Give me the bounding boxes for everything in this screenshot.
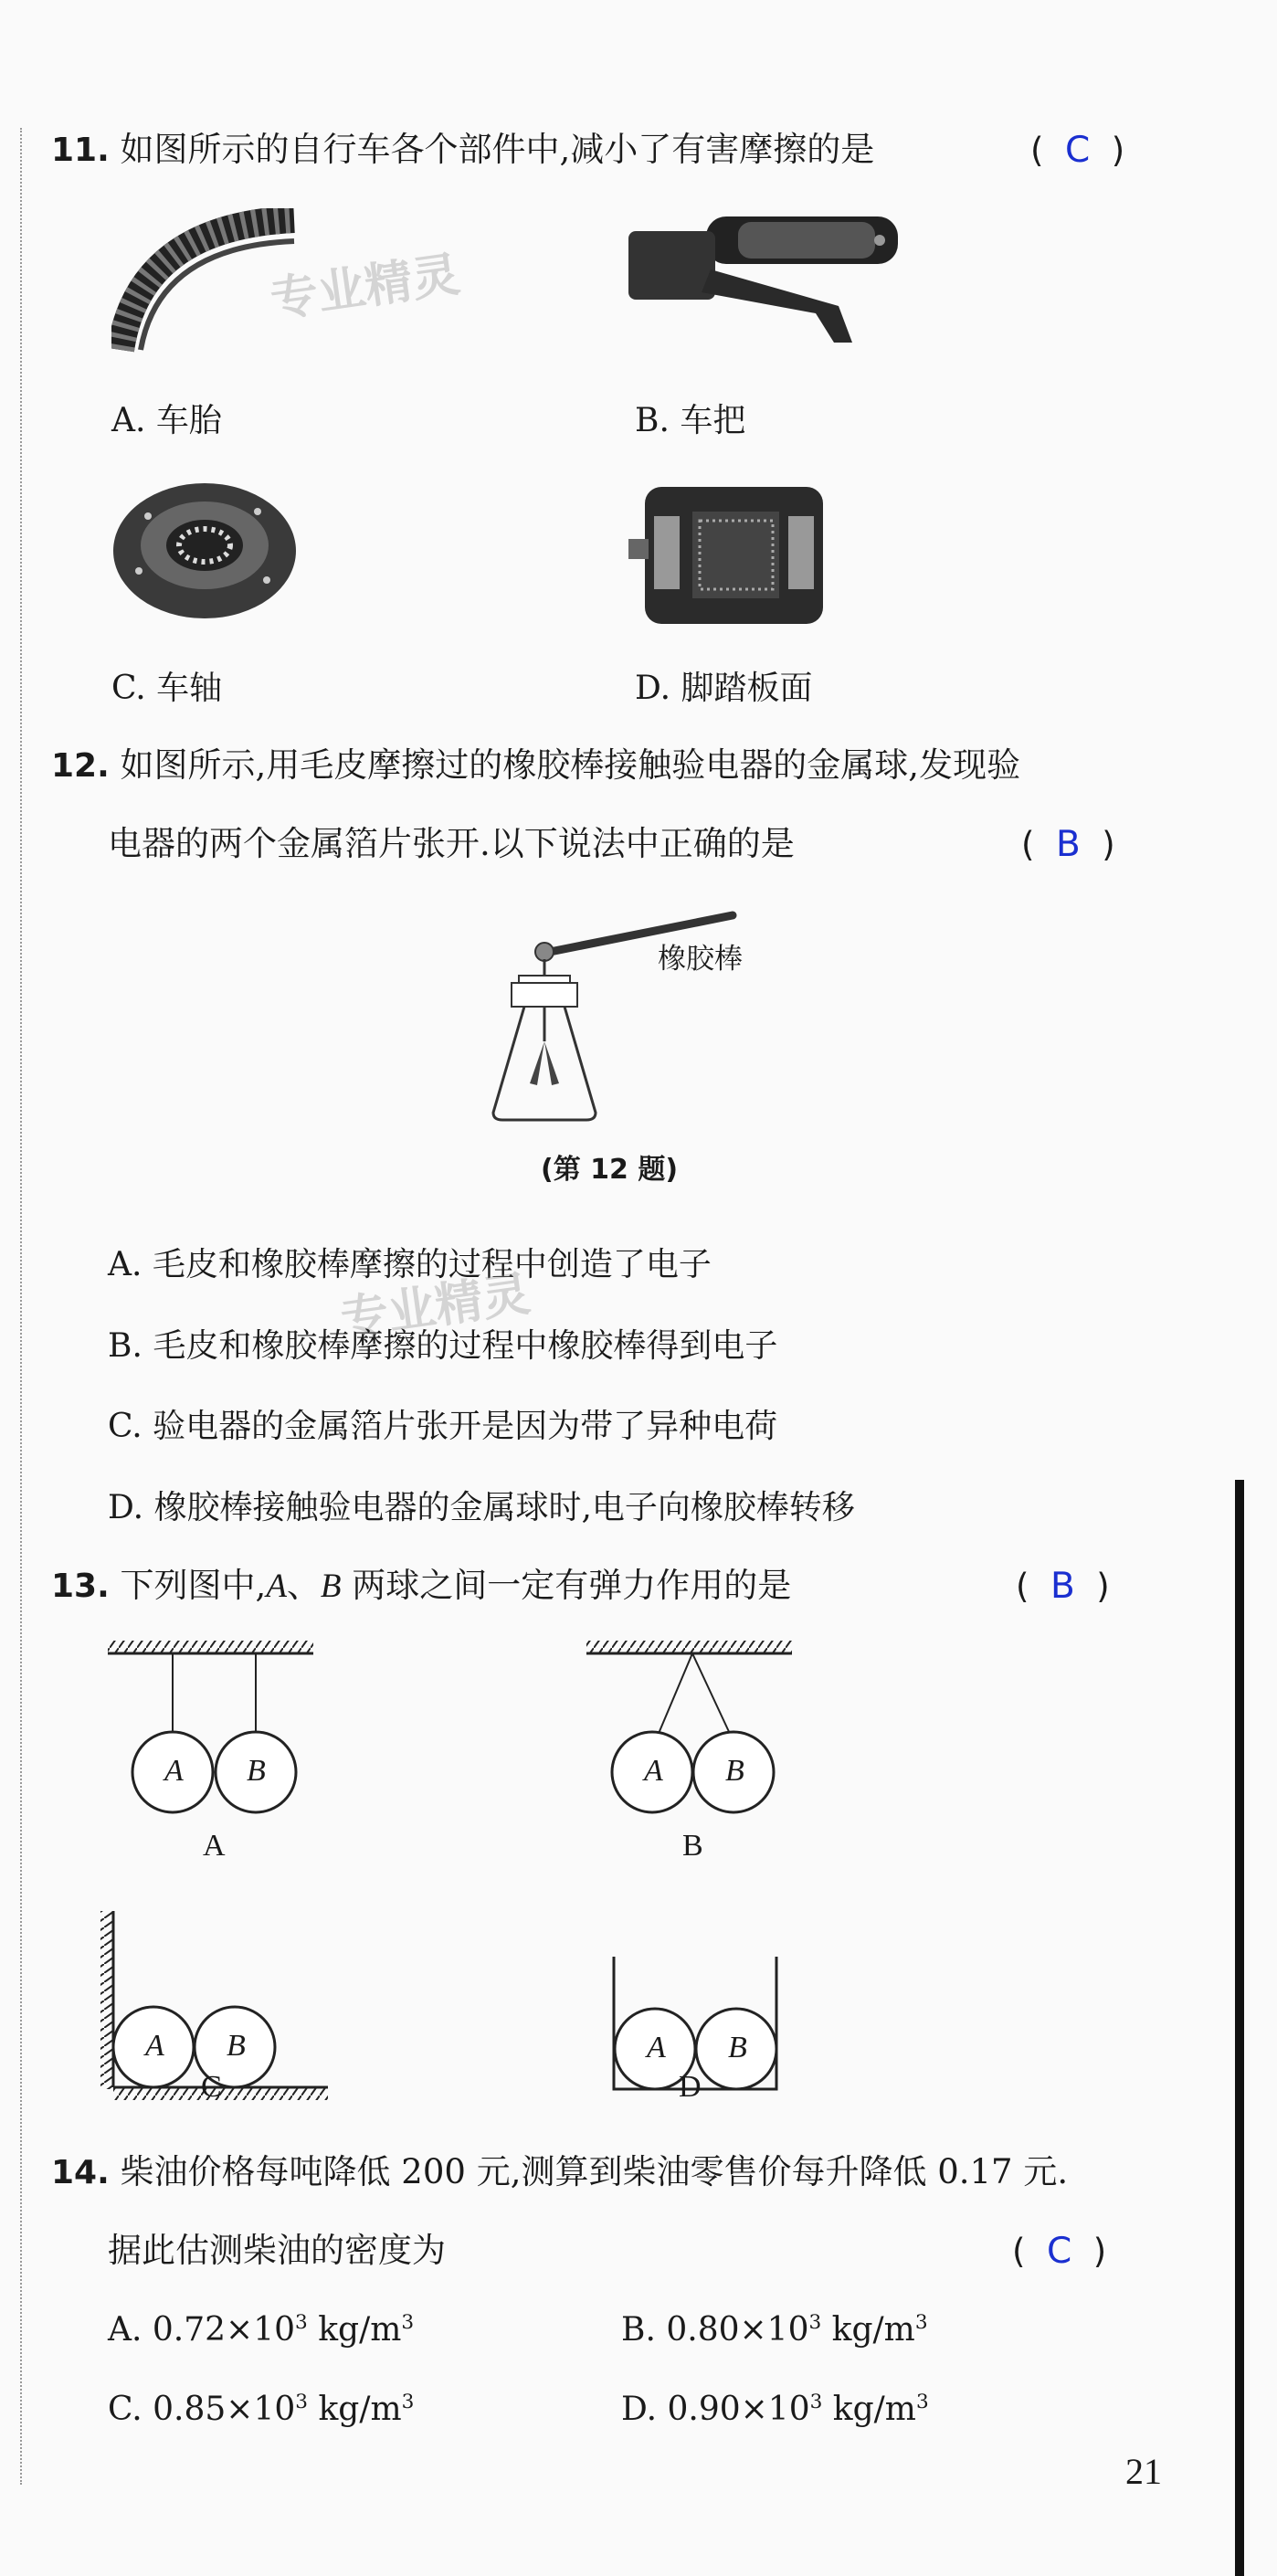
q13-stem-line bbox=[51, 1564, 791, 1609]
q14-option-d bbox=[621, 2391, 929, 2428]
q13-stem-sep: 、 bbox=[286, 1566, 321, 1605]
q13-stem-b: B bbox=[320, 1568, 342, 1605]
q13-fig-label-a: A bbox=[203, 1829, 226, 1863]
q14-option-d-unit-exp: 3 bbox=[915, 2391, 929, 2413]
q12-answer: B bbox=[1055, 824, 1081, 865]
q13-answer-bracket: ( B ) bbox=[1016, 1566, 1110, 1607]
q13-figure-a bbox=[108, 1641, 313, 1812]
q14-stem-line1 bbox=[51, 2150, 1068, 2195]
q13-figures bbox=[91, 1635, 822, 2119]
q14-option-c-exp: 3 bbox=[295, 2391, 309, 2413]
q11-stem-line bbox=[51, 128, 874, 173]
q14-option-d-unit: kg/m bbox=[822, 2391, 916, 2428]
q12-number: 12. bbox=[51, 747, 110, 785]
q14-option-d-value: D. 0.90×10 bbox=[621, 2391, 810, 2428]
q13-stem-pre: 下列图中, bbox=[120, 1566, 267, 1605]
q12-option-b: B. 毛皮和橡胶棒摩擦的过程中橡胶棒得到电子 bbox=[108, 1327, 778, 1365]
q13-stem-a: A bbox=[266, 1568, 287, 1605]
q11-option-b: B. 车把 bbox=[635, 402, 746, 439]
q11-option-c: C. 车轴 bbox=[111, 670, 223, 707]
q14-stem-1: 柴油价格每吨降低 200 元,测算到柴油零售价每升降低 0.17 元. bbox=[120, 2152, 1069, 2191]
q14-option-c-unit-exp: 3 bbox=[401, 2391, 415, 2413]
q12-stem-1: 如图所示,用毛皮摩擦过的橡胶棒接触验电器的金属球,发现验 bbox=[120, 745, 1021, 785]
q14-option-b-exp: 3 bbox=[808, 2311, 822, 2334]
q14-option-a-unit: kg/m bbox=[307, 2311, 402, 2349]
q14-option-c bbox=[108, 2391, 414, 2428]
q13-stem-post: 两球之间一定有弹力作用的是 bbox=[341, 1566, 792, 1605]
binding-margin-line bbox=[20, 128, 22, 2485]
q13-fig-a-ball-b: B bbox=[247, 1754, 266, 1788]
q13-fig-b-ball-b: B bbox=[725, 1754, 744, 1788]
q14-answer: C bbox=[1046, 2231, 1072, 2272]
q14-option-c-value: C. 0.85×10 bbox=[108, 2391, 296, 2428]
q12-answer-bracket: ( B ) bbox=[1021, 824, 1115, 865]
page-number: 21 bbox=[1125, 2451, 1162, 2492]
q14-option-d-exp: 3 bbox=[809, 2391, 823, 2413]
q11-answer-bracket: ( C ) bbox=[1030, 130, 1125, 171]
q11-option-a: A. 车胎 bbox=[111, 402, 222, 439]
q14-stem-2: 据此估测柴油的密度为 bbox=[108, 2231, 446, 2270]
q13-fig-label-c: C bbox=[201, 2070, 222, 2104]
q12-figure-caption: (第 12 题) bbox=[541, 1154, 679, 1186]
q12-option-c: C. 验电器的金属箔片张开是因为带了异种电荷 bbox=[108, 1408, 778, 1445]
bicycle-pedal-image bbox=[628, 480, 829, 630]
watermark-2: 专业精灵 bbox=[337, 1266, 533, 1348]
q14-option-b-value: B. 0.80×10 bbox=[621, 2311, 809, 2349]
q11-option-d: D. 脚踏板面 bbox=[635, 670, 813, 707]
q13-fig-c-ball-b: B bbox=[227, 2029, 246, 2063]
q13-fig-c-ball-a: A bbox=[145, 2029, 164, 2063]
q14-option-a-unit-exp: 3 bbox=[401, 2311, 415, 2334]
q12-option-d: D. 橡胶棒接触验电器的金属球时,电子向橡胶棒转移 bbox=[108, 1489, 855, 1526]
q14-option-c-unit: kg/m bbox=[308, 2391, 402, 2428]
q14-option-a-value: A. 0.72×10 bbox=[108, 2311, 296, 2349]
q13-fig-b-ball-a: A bbox=[644, 1754, 663, 1788]
q14-number: 14. bbox=[51, 2154, 110, 2191]
q13-fig-d-ball-b: B bbox=[728, 2031, 747, 2064]
q13-fig-label-d: D bbox=[679, 2070, 702, 2104]
q11-answer: C bbox=[1064, 130, 1091, 171]
q13-figure-b bbox=[586, 1641, 792, 1812]
q14-option-a bbox=[108, 2311, 414, 2349]
q12-stem-2: 电器的两个金属箔片张开.以下说法中正确的是 bbox=[108, 824, 795, 863]
q13-answer: B bbox=[1050, 1566, 1075, 1607]
q13-fig-label-b: B bbox=[682, 1829, 703, 1863]
q14-option-b bbox=[621, 2311, 928, 2349]
q14-option-a-exp: 3 bbox=[295, 2311, 308, 2334]
q13-number: 13. bbox=[51, 1568, 110, 1605]
q14-answer-bracket: ( C ) bbox=[1012, 2231, 1107, 2272]
page-edge-shadow bbox=[1235, 1480, 1244, 2576]
q11-stem: 如图所示的自行车各个部件中,减小了有害摩擦的是 bbox=[120, 130, 875, 169]
q12-option-a: A. 毛皮和橡胶棒摩擦的过程中创造了电子 bbox=[108, 1246, 712, 1283]
q11-number: 11. bbox=[51, 132, 110, 169]
bicycle-axle-image bbox=[111, 480, 299, 621]
q12-stem-line1 bbox=[51, 744, 1020, 788]
q14-option-b-unit: kg/m bbox=[821, 2311, 915, 2349]
q13-fig-a-ball-a: A bbox=[164, 1754, 184, 1788]
bicycle-handlebar-image bbox=[628, 206, 902, 361]
rubber-rod-label: 橡胶棒 bbox=[658, 943, 743, 976]
q13-fig-d-ball-a: A bbox=[647, 2031, 666, 2064]
watermark-1: 专业精灵 bbox=[267, 247, 463, 329]
q14-option-b-unit-exp: 3 bbox=[914, 2311, 928, 2334]
